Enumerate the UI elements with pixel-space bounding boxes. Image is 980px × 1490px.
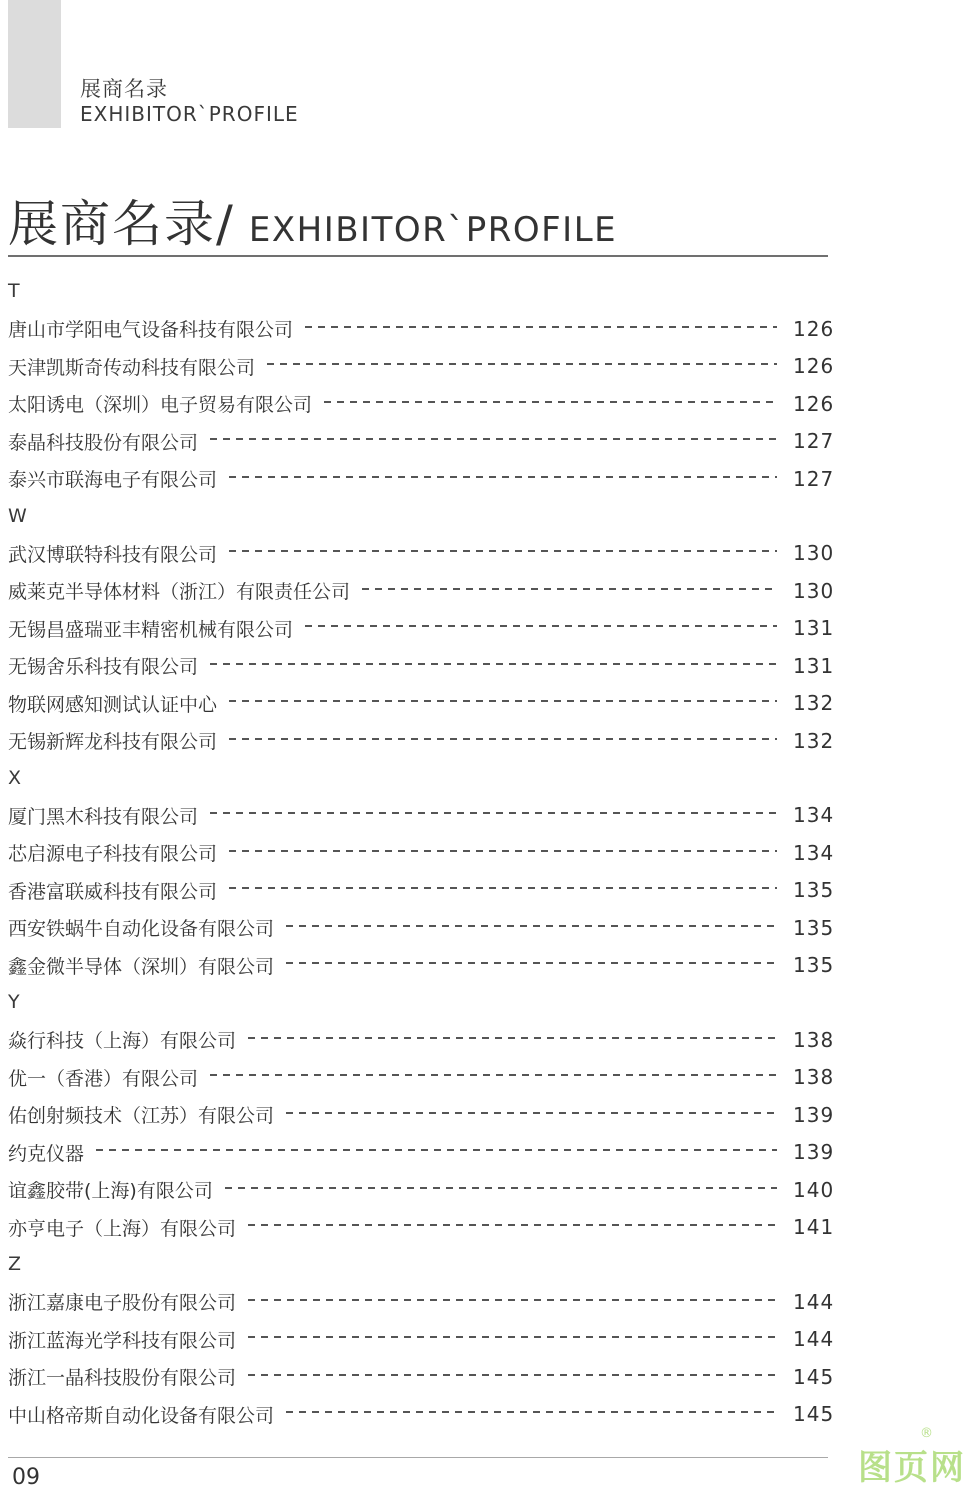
- dotted-leader: [248, 1336, 777, 1338]
- exhibitor-page-number: 145: [793, 1364, 835, 1389]
- exhibitor-name: 无锡昌盛瑞亚丰精密机械有限公司: [8, 618, 294, 641]
- exhibitor-name: 西安铁蜗牛自动化设备有限公司: [8, 918, 275, 941]
- exhibitor-page-number: 144: [793, 1289, 835, 1314]
- exhibitor-name: 浙江嘉康电子股份有限公司: [8, 1292, 237, 1315]
- exhibitor-page-number: 141: [793, 1215, 835, 1240]
- exhibitor-entry: [8, 460, 833, 498]
- dotted-leader: [305, 326, 777, 328]
- running-header-title-en: EXHIBITOR`PROFILE: [80, 102, 299, 127]
- exhibitor-list: [8, 273, 833, 1433]
- dotted-leader: [229, 700, 777, 702]
- dotted-leader: [286, 1112, 777, 1114]
- dotted-leader: [225, 1187, 777, 1189]
- exhibitor-name: 约克仪器: [8, 1142, 85, 1165]
- exhibitor-entry: [8, 1021, 833, 1059]
- exhibitor-entry: [8, 1358, 833, 1396]
- exhibitor-entry: [8, 310, 833, 348]
- dotted-leader: [229, 738, 777, 740]
- exhibitor-page-number: 135: [793, 915, 835, 940]
- exhibitor-entry: [8, 797, 833, 835]
- exhibitor-name: 泰晶科技股份有限公司: [8, 431, 199, 454]
- section-letter: Z: [8, 1253, 22, 1275]
- dotted-leader: [286, 962, 777, 964]
- exhibitor-name: 天津凯斯奇传动科技有限公司: [8, 356, 256, 379]
- dotted-leader: [210, 438, 777, 440]
- exhibitor-page-number: 138: [793, 1027, 835, 1052]
- exhibitor-page-number: 140: [793, 1177, 835, 1202]
- dotted-leader: [248, 1224, 777, 1226]
- exhibitor-entry: [8, 1059, 833, 1097]
- exhibitor-entry: [8, 385, 833, 423]
- dotted-leader: [248, 1374, 777, 1376]
- dotted-leader: [305, 625, 777, 627]
- exhibitor-entry: [8, 1321, 833, 1359]
- exhibitor-page-number: 139: [793, 1140, 835, 1165]
- dotted-leader: [267, 363, 777, 365]
- exhibitor-name: 武汉博联特科技有限公司: [8, 543, 218, 566]
- running-header-title-zh: 展商名录: [80, 77, 168, 101]
- exhibitor-name: 物联网感知测试认证中心: [8, 693, 218, 716]
- exhibitor-entry: [8, 722, 833, 760]
- exhibitor-name: 焱行科技（上海）有限公司: [8, 1030, 237, 1053]
- exhibitor-name: 谊鑫胶带(上海)有限公司: [8, 1180, 213, 1203]
- exhibitor-name: 浙江蓝海光学科技有限公司: [8, 1329, 237, 1352]
- exhibitor-entry: [8, 909, 833, 947]
- footer-divider: [8, 1457, 828, 1458]
- exhibitor-page-number: 139: [793, 1102, 835, 1127]
- exhibitor-entry: [8, 572, 833, 610]
- exhibitor-entry: [8, 872, 833, 910]
- header-gray-tab: [8, 0, 61, 128]
- section-letter: W: [8, 504, 27, 527]
- exhibitor-entry: [8, 647, 833, 685]
- exhibitor-page-number: 130: [793, 541, 835, 566]
- title-divider: [8, 255, 828, 257]
- exhibitor-name: 中山格帝斯自动化设备有限公司: [8, 1404, 275, 1427]
- exhibitor-entry: [8, 535, 833, 573]
- page-number: 09: [12, 1465, 40, 1490]
- dotted-leader: [229, 850, 777, 852]
- page-title: [8, 184, 617, 256]
- exhibitor-entry: [8, 1396, 833, 1434]
- dotted-leader: [286, 925, 777, 927]
- section-letter: X: [8, 766, 22, 789]
- exhibitor-entry: [8, 1096, 833, 1134]
- running-header: [80, 76, 299, 127]
- dotted-leader: [248, 1299, 777, 1301]
- exhibitor-entry: [8, 610, 833, 648]
- exhibitor-name: 威莱克半导体材料（浙江）有限责任公司: [8, 581, 351, 604]
- dotted-leader: [362, 588, 777, 590]
- dotted-leader: [286, 1411, 777, 1413]
- exhibitor-name: 优一（香港）有限公司: [8, 1067, 199, 1090]
- dotted-leader: [210, 812, 777, 814]
- exhibitor-entry: [8, 1134, 833, 1172]
- exhibitor-name: 佑创射频技术（江苏）有限公司: [8, 1105, 275, 1128]
- watermark-text: 图页网: [858, 1448, 966, 1488]
- exhibitor-name: 浙江一晶科技股份有限公司: [8, 1367, 237, 1390]
- exhibitor-page-number: 135: [793, 953, 835, 978]
- exhibitor-page-number: 145: [793, 1402, 835, 1427]
- exhibitor-page-number: 132: [793, 691, 835, 716]
- exhibitor-page-number: 127: [793, 466, 835, 491]
- exhibitor-entry: [8, 1209, 833, 1247]
- exhibitor-name: 厦门黑木科技有限公司: [8, 805, 199, 828]
- exhibitor-page-number: 134: [793, 803, 835, 828]
- exhibitor-entry: [8, 947, 833, 985]
- registered-mark-icon: ®: [920, 1426, 935, 1441]
- exhibitor-page-number: 131: [793, 616, 835, 641]
- exhibitor-page-number: 131: [793, 653, 835, 678]
- exhibitor-name: 香港富联威科技有限公司: [8, 880, 218, 903]
- exhibitor-name: 亦亨电子（上海）有限公司: [8, 1217, 237, 1240]
- exhibitor-page-number: 127: [793, 429, 835, 454]
- exhibitor-entry: [8, 685, 833, 723]
- dotted-leader: [210, 663, 777, 665]
- exhibitor-page-number: 134: [793, 840, 835, 865]
- exhibitor-entry: [8, 1171, 833, 1209]
- exhibitor-entry: [8, 423, 833, 461]
- dotted-leader: [229, 476, 777, 478]
- exhibitor-entry: [8, 348, 833, 386]
- page-title-en: EXHIBITOR`PROFILE: [248, 210, 618, 250]
- exhibitor-page-number: 126: [793, 391, 835, 416]
- exhibitor-page-number: 135: [793, 878, 835, 903]
- section-letter: Y: [8, 991, 20, 1013]
- exhibitor-entry: [8, 1283, 833, 1321]
- exhibitor-name: 泰兴市联海电子有限公司: [8, 469, 218, 492]
- dotted-leader: [210, 1074, 777, 1076]
- section-letter: T: [8, 280, 20, 302]
- exhibitor-name: 无锡舍乐科技有限公司: [8, 656, 199, 679]
- dotted-leader: [248, 1037, 777, 1039]
- dotted-leader: [229, 887, 777, 889]
- exhibitor-page-number: 126: [793, 354, 835, 379]
- exhibitor-page-number: 144: [793, 1327, 835, 1352]
- exhibitor-entry: [8, 834, 833, 872]
- exhibitor-name: 鑫金微半导体（深圳）有限公司: [8, 955, 275, 978]
- dotted-leader: [229, 550, 777, 552]
- watermark-logo: [858, 1426, 966, 1489]
- page-title-zh: 展商名录/: [8, 195, 235, 253]
- exhibitor-page-number: 126: [793, 316, 835, 341]
- exhibitor-name: 无锡新辉龙科技有限公司: [8, 731, 218, 754]
- dotted-leader: [324, 401, 777, 403]
- exhibitor-name: 太阳诱电（深圳）电子贸易有限公司: [8, 394, 313, 417]
- dotted-leader: [96, 1149, 777, 1151]
- exhibitor-page-number: 138: [793, 1065, 835, 1090]
- exhibitor-page-number: 132: [793, 728, 835, 753]
- exhibitor-name: 唐山市学阳电气设备科技有限公司: [8, 319, 294, 342]
- exhibitor-page-number: 130: [793, 578, 835, 603]
- exhibitor-name: 芯启源电子科技有限公司: [8, 843, 218, 866]
